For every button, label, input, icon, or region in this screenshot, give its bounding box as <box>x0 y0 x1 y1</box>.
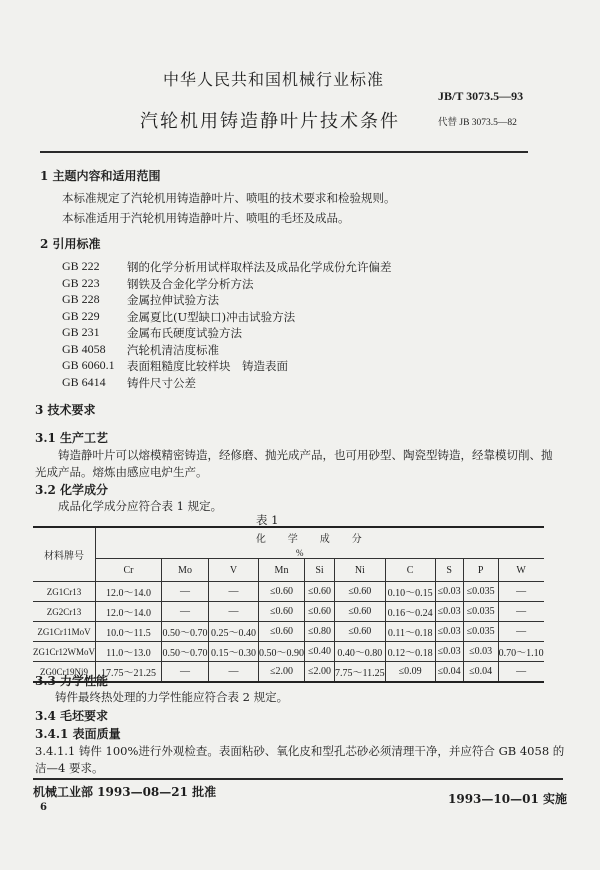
composition-cell: 0.10～0.15 <box>385 582 435 602</box>
composition-cell: 0.16～0.24 <box>385 602 435 622</box>
composition-cell: ≤0.60 <box>259 602 305 622</box>
table-caption: 表 1 <box>256 513 279 527</box>
composition-cell: ≤0.04 <box>463 662 498 683</box>
composition-cell: ≤0.60 <box>335 582 386 602</box>
doc-title: 汽轮机用铸造静叶片技术条件 <box>140 111 400 132</box>
replaces-note: 代替 JB 3073.5—82 <box>438 118 517 128</box>
composition-cell: ≤0.60 <box>335 622 386 642</box>
material-grade: ZG1Cr12WMoV <box>33 642 96 662</box>
composition-cell: 7.75～11.25 <box>335 662 386 683</box>
material-grade: ZG1Cr13 <box>33 582 96 602</box>
composition-cell: 10.0～11.5 <box>96 622 162 642</box>
section-3-1-text: 光成产品。熔炼由感应电炉生产。 <box>35 465 208 479</box>
section-3-heading: 3 技术要求 <box>35 403 96 417</box>
composition-cell: — <box>162 582 209 602</box>
composition-cell: ≤0.09 <box>385 662 435 683</box>
composition-cell: ≤0.03 <box>435 582 463 602</box>
reference-title: 钢的化学分析用试样取样法及成品化学成份允许偏差 <box>127 260 392 274</box>
reference-title: 金属夏比(U型缺口)冲击试验方法 <box>127 309 296 324</box>
page-number: 6 <box>40 802 47 813</box>
reference-code: GB 223 <box>62 275 100 290</box>
effective-date: 1993—10—01 实施 <box>448 792 567 806</box>
reference-title: 金属布氏硬度试验方法 <box>127 326 242 340</box>
column-header-mn: Mn <box>259 559 305 582</box>
reference-code: GB 231 <box>62 325 100 339</box>
reference-code: GB 229 <box>62 308 100 323</box>
composition-cell: 0.50～0.70 <box>162 622 209 642</box>
composition-cell: 0.12～0.18 <box>385 642 435 662</box>
composition-cell: — <box>498 662 544 683</box>
composition-cell: 0.15～0.30 <box>209 642 259 662</box>
composition-cell: 11.0～13.0 <box>96 642 162 662</box>
section-3-2-heading: 3.2 化学成分 <box>35 483 109 497</box>
reference-code: GB 4058 <box>62 341 106 356</box>
composition-cell: ≤0.60 <box>259 582 305 602</box>
composition-cell: ≤0.60 <box>259 622 305 642</box>
section-3-4-1-1-text: 3.4.1.1 铸件 100%进行外观检查。表面粘砂、氧化皮和型孔芯砂必须清理干净，并应符合 GB 4058 的 <box>35 744 565 758</box>
column-header-s: S <box>435 559 463 582</box>
section-3-2-text: 成品化学成分应符合表 1 规定。 <box>58 499 223 513</box>
reference-code: GB 228 <box>62 292 100 306</box>
composition-cell: ≤2.00 <box>259 662 305 683</box>
composition-cell: 12.0～14.0 <box>96 602 162 622</box>
composition-cell: ≤0.40 <box>305 642 335 662</box>
chemical-composition-table <box>33 526 544 683</box>
section-3-4-heading: 3.4 毛坯要求 <box>35 709 109 723</box>
composition-cell: ≤0.04 <box>435 662 463 683</box>
section-2-heading: 2 引用标准 <box>40 237 101 251</box>
composition-cell: 0.70～1.10 <box>498 642 544 662</box>
composition-cell: — <box>162 602 209 622</box>
composition-cell: 0.50～0.90 <box>259 642 305 662</box>
column-header-mo: Mo <box>162 559 209 582</box>
section-1-line: 本标准适用于汽轮机用铸造静叶片、喷咀的毛坯及成品。 <box>62 211 350 225</box>
reference-title: 表面粗糙度比较样块 铸造表面 <box>127 359 288 373</box>
composition-cell: ≤0.03 <box>463 642 498 662</box>
reference-title: 铸件尺寸公差 <box>127 375 196 390</box>
section-3-1-text: 铸造静叶片可以熔模精密铸造，经修磨、抛光成产品，也可用砂型、陶瓷型铸造，经靠模切削、抛 <box>58 448 553 462</box>
composition-cell: 0.25～0.40 <box>209 622 259 642</box>
composition-cell: 0.40～0.80 <box>335 642 386 662</box>
column-header-cr: Cr <box>96 559 162 582</box>
table-row <box>33 642 544 662</box>
composition-cell: ≤0.60 <box>305 582 335 602</box>
composition-cell: — <box>209 582 259 602</box>
composition-cell: — <box>209 662 259 683</box>
column-header-v: V <box>209 559 259 582</box>
composition-cell: ≤0.60 <box>305 602 335 622</box>
composition-cell: ≤0.03 <box>435 602 463 622</box>
reference-code: GB 6414 <box>62 374 106 389</box>
column-header-w: W <box>498 559 544 582</box>
composition-cell: — <box>209 602 259 622</box>
composition-cell: ≤2.00 <box>305 662 335 683</box>
section-3-1-heading: 3.1 生产工艺 <box>35 431 109 445</box>
composition-cell: ≤0.80 <box>305 622 335 642</box>
org-title: 中华人民共和国机械行业标准 <box>163 70 385 89</box>
reference-code: GB 222 <box>62 259 100 273</box>
table-row <box>33 622 544 642</box>
column-header-c: C <box>385 559 435 582</box>
material-header: 材料牌号 <box>33 527 96 582</box>
material-grade: ZG0Cr19Ni9 <box>33 662 96 683</box>
composition-cell: ≤0.03 <box>435 622 463 642</box>
footer-rule <box>33 778 563 780</box>
composition-cell: 12.0～14.0 <box>96 582 162 602</box>
composition-cell: — <box>498 582 544 602</box>
table-row <box>33 582 544 602</box>
column-header-p: P <box>463 559 498 582</box>
table-row <box>33 602 544 622</box>
composition-cell: 17.75～21.25 <box>96 662 162 683</box>
reference-code: GB 6060.1 <box>62 358 115 372</box>
column-header-ni: Ni <box>335 559 386 582</box>
unit-label: % <box>96 547 544 559</box>
composition-cell: ≤0.03 <box>435 642 463 662</box>
section-3-3-text: 铸件最终热处理的力学性能应符合表 2 规定。 <box>55 690 289 704</box>
reference-title: 汽轮机清洁度标准 <box>127 342 219 357</box>
composition-cell: 0.50～0.70 <box>162 642 209 662</box>
section-1-line: 本标准规定了汽轮机用铸造静叶片、喷咀的技术要求和检验规则。 <box>62 191 396 205</box>
composition-cell: — <box>498 602 544 622</box>
composition-cell: 0.11～0.18 <box>385 622 435 642</box>
composition-cell: ≤0.60 <box>335 602 386 622</box>
standard-code: JB/T 3073.5—93 <box>438 89 524 103</box>
composition-cell: — <box>162 662 209 683</box>
material-grade: ZG2Cr13 <box>33 602 96 622</box>
composition-group-header: 化学成分 <box>96 527 544 547</box>
section-3-4-1-1-text: 洁—4 要求。 <box>35 761 104 775</box>
reference-title: 金属拉伸试验方法 <box>127 293 219 307</box>
composition-cell: ≤0.035 <box>463 622 498 642</box>
section-3-4-1-heading: 3.4.1 表面质量 <box>35 727 121 741</box>
composition-cell: — <box>498 622 544 642</box>
approval-date: 机械工业部 1993—08—21 批准 <box>33 785 217 799</box>
table-row <box>33 662 544 683</box>
column-header-si: Si <box>305 559 335 582</box>
material-grade: ZG1Cr11MoV <box>33 622 96 642</box>
reference-title: 钢铁及合金化学分析方法 <box>127 276 254 291</box>
header-rule <box>40 151 528 153</box>
section-3-3-heading: 3.3 力学性能 <box>35 674 109 688</box>
composition-cell: ≤0.035 <box>463 582 498 602</box>
section-1-heading: 1 主题内容和适用范围 <box>40 169 161 183</box>
composition-cell: ≤0.035 <box>463 602 498 622</box>
